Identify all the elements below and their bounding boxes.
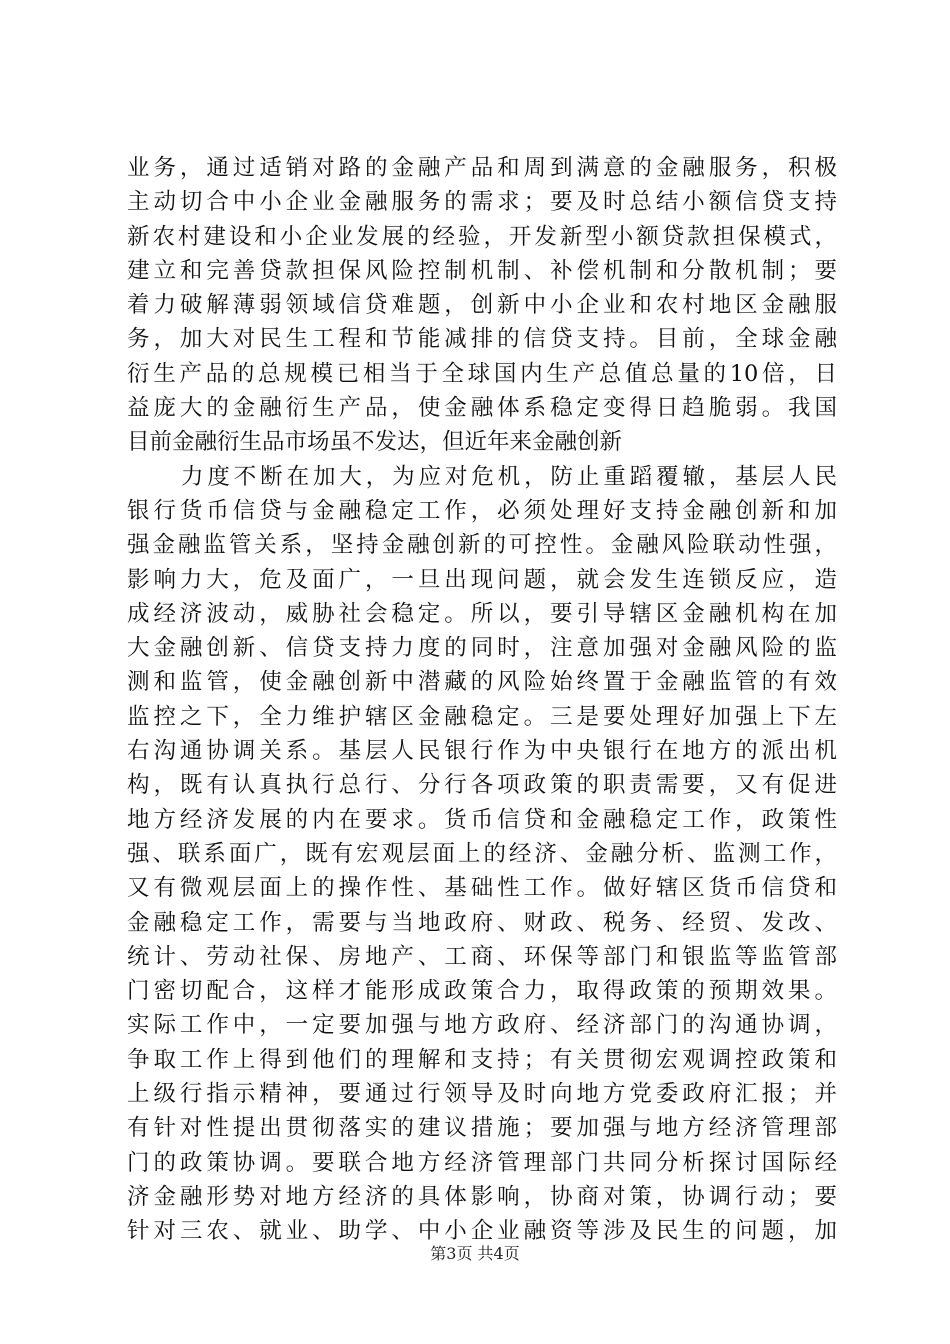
text-line: 金融稳定工作，需要与当地政府、财政、税务、经贸、发改、	[127, 909, 837, 936]
text-line: 构，既有认真执行总行、分行各项政策的职责需要，又有促进	[127, 772, 837, 799]
text-line: 影响力大，危及面广，一旦出现问题，就会发生连锁反应，造	[127, 566, 837, 593]
text-line: 建立和完善贷款担保风险控制机制、补偿机制和分散机制；要	[127, 257, 837, 284]
text-line: 新农村建设和小企业发展的经验，开发新型小额贷款担保模式，	[127, 223, 837, 250]
text-line: 门的政策协调。要联合地方经济管理部门共同分析探讨国际经	[127, 1149, 837, 1176]
text-line: 银行货币信贷与金融稳定工作，必须处理好支持金融创新和加	[127, 497, 837, 524]
text-line: 门密切配合，这样才能形成政策合力，取得政策的预期效果。	[127, 978, 837, 1005]
text-line: 针对三农、就业、助学、中小企业融资等涉及民生的问题，加	[127, 1218, 837, 1245]
text-line: 强金融监管关系，坚持金融创新的可控性。金融风险联动性强，	[127, 532, 837, 559]
text-line: 务，加大对民生工程和节能减排的信贷支持。目前，全球金融	[127, 326, 837, 353]
text-line: 争取工作上得到他们的理解和支持；有关贯彻宏观调控政策和	[127, 1046, 837, 1073]
text-line: 统计、劳动社保、房地产、工商、环保等部门和银监等监管部	[127, 943, 837, 970]
text-line: 着力破解薄弱领域信贷难题，创新中小企业和农村地区金融服	[127, 292, 837, 319]
text-line: 强、联系面广，既有宏观层面上的经济、金融分析、监测工作，	[127, 840, 837, 867]
text-line: 又有微观层面上的操作性、基础性工作。做好辖区货币信贷和	[127, 875, 837, 902]
page-number-footer: 第3页 共4页	[430, 1244, 520, 1263]
document-body	[127, 151, 837, 1249]
text-line: 主动切合中小企业金融服务的需求；要及时总结小额信贷支持	[127, 189, 837, 216]
text-line: 实际工作中，一定要加强与地方政府、经济部门的沟通协调，	[127, 1012, 837, 1039]
text-line: 衍生产品的总规模已相当于全球国内生产总值总量的10倍，日	[127, 360, 837, 387]
text-line: 地方经济发展的内在要求。货币信贷和金融稳定工作，政策性	[127, 806, 837, 833]
text-line: 济金融形势对地方经济的具体影响，协商对策，协调行动；要	[127, 1183, 837, 1210]
paragraph-start-line: 力度不断在加大，为应对危机，防止重蹈覆辙，基层人民	[181, 463, 837, 490]
text-line: 测和监管，使金融创新中潜藏的风险始终置于金融监管的有效	[127, 669, 837, 696]
text-line: 有针对性提出贯彻落实的建议措施；要加强与地方经济管理部	[127, 1115, 837, 1142]
text-line: 成经济波动，威胁社会稳定。所以，要引导辖区金融机构在加	[127, 600, 837, 627]
text-line: 大金融创新、信贷支持力度的同时，注意加强对金融风险的监	[127, 635, 837, 662]
paragraph-end-line: 目前金融衍生品市场虽不发达，但近年来金融创新	[127, 429, 623, 456]
text-line: 上级行指示精神，要通过行领导及时向地方党委政府汇报；并	[127, 1081, 837, 1108]
text-line: 右沟通协调关系。基层人民银行作为中央银行在地方的派出机	[127, 738, 837, 765]
text-line: 业务，通过适销对路的金融产品和周到满意的金融服务，积极	[127, 155, 837, 181]
text-line: 益庞大的金融衍生产品，使金融体系稳定变得日趋脆弱。我国	[127, 395, 837, 422]
text-line: 监控之下，全力维护辖区金融稳定。三是要处理好加强上下左	[127, 703, 837, 730]
